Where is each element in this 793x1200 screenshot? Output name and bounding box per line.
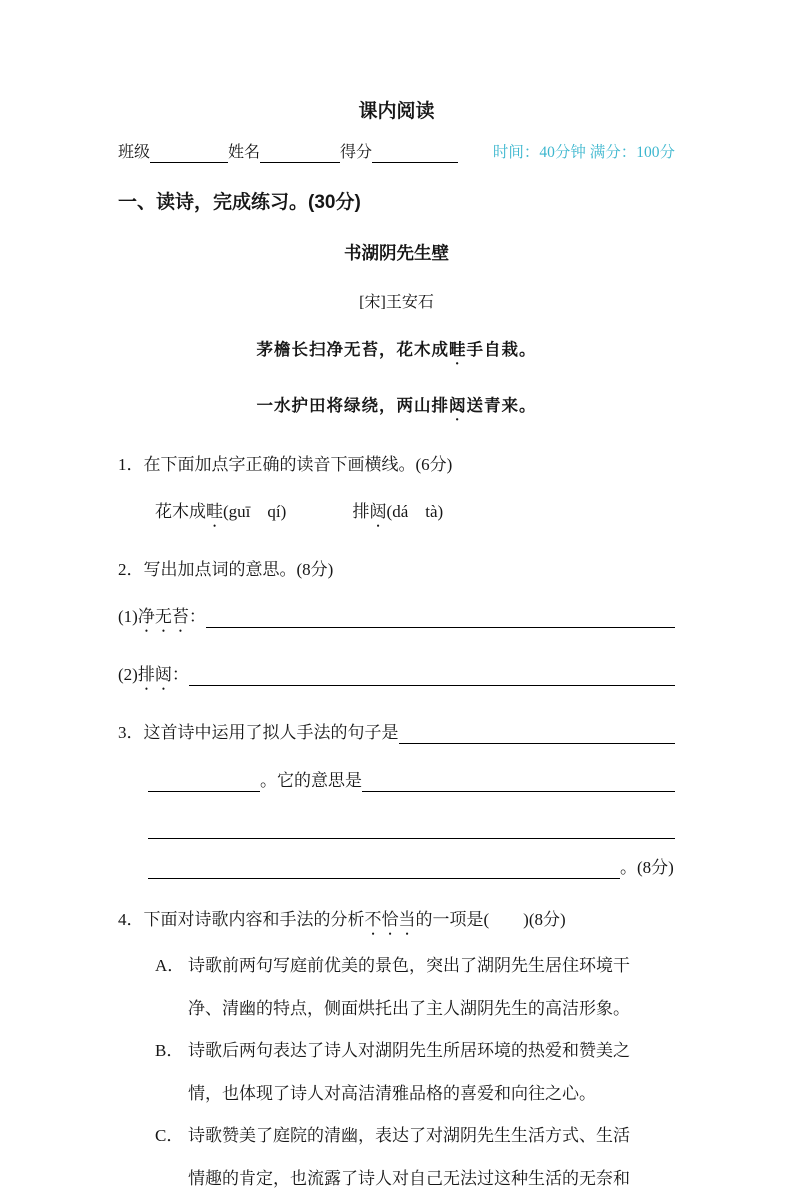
option-c [118,1115,675,1200]
q3-line4-score: 。(8分) [620,858,674,877]
page-title: 课内阅读 [358,101,435,122]
question-2-text: 2．写出加点词的意思。(8分) [118,560,334,579]
poem-line-2-pre: 一水护田将绿绕，两山排 [256,397,449,415]
q2-item1-num: (1) [118,607,138,626]
q2-item1-colon: ： [188,607,206,626]
option-a-label: A． [155,956,185,975]
poem-title: 书湖阴先生壁 [344,243,449,263]
question-2-item-1 [118,602,675,636]
option-b-text: 诗歌后两句表达了诗人对湖阴先生所居环境的热爱和赞美之情，也体现了诗人对高洁清雅品格的喜爱和向往之心。 [188,1041,630,1103]
header-info-row [118,139,675,163]
q2-item2-label [118,660,189,694]
class-blank-line [150,144,228,163]
q2-item1-dotted-word: 净无苔 [137,607,189,626]
question-1-item-2 [353,502,444,521]
q3-blank-4 [148,818,675,839]
question-1-text: 1．在下面加点字正确的读音下画横线。(6分) [118,455,453,474]
question-1-items [118,497,675,531]
q1-item1-pre: 花木成 [155,502,206,521]
score-blank-line [372,144,458,163]
question-3-line-2 [148,766,675,792]
option-c-text: 诗歌赞美了庭院的清幽，表达了对湖阴先生生活方式、生活情趣的肯定，也流露了诗人对自己无法过这种生活的无奈和 [188,1126,630,1188]
poem-line-2 [118,392,675,424]
poem-line-1-post: 手自栽。 [466,341,537,359]
poem-block [118,240,675,424]
q4-post: 的一项是( )(8分) [415,910,566,929]
time-score-info: 时间：40分钟 满分：100分 [492,144,675,161]
q3-blank-3 [362,771,675,792]
poem-author: [宋]王安石 [359,294,434,311]
q1-item1-dotted-char: 畦 [206,502,223,521]
q3-line2-text: 。它的意思是 [260,771,362,790]
q4-dotted-word: 不恰当 [364,910,416,929]
q2-item2-num: (2) [118,665,138,684]
q1-item1-pinyin: (guī qí) [223,502,287,521]
q3-blank-1 [399,723,676,744]
option-b [118,1030,675,1115]
q1-item2-pinyin: (dá tà) [386,502,444,521]
question-3-line-1 [118,718,675,744]
question-3-line-4 [148,853,675,879]
name-blank-line [260,144,340,163]
question-2-item-2 [118,660,675,694]
q4-pre: 4．下面对诗歌内容和手法的分析 [118,910,365,929]
question-3-line-3 [148,818,675,839]
score-label: 得分 [340,144,373,161]
q3-blank-5 [148,858,620,879]
q1-item2-dotted-char: 闼 [369,502,387,521]
q3-blank-2 [148,771,260,792]
q2-item2-dotted-word: 排闼 [137,665,172,684]
question-4-text [118,905,675,939]
name-label: 姓名 [228,144,261,161]
option-b-label: B． [155,1041,184,1060]
q3-line1-text: 3．这首诗中运用了拟人手法的句子是 [118,723,399,742]
option-c-label: C． [155,1126,184,1145]
q2-item1-blank-line [206,607,675,628]
question-4-options [118,945,675,1200]
q2-item2-colon: ： [171,665,189,684]
poem-line-2-dotted-char: 闼 [449,397,467,415]
option-a-text: 诗歌前两句写庭前优美的景色，突出了湖阴先生居住环境干净、清幽的特点，侧面烘托出了主人湖阴先生的高洁形象。 [188,956,630,1018]
poem-line-1 [118,336,675,368]
poem-line-1-dotted-char: 畦 [449,341,467,359]
question-1-item-1 [155,502,286,521]
q2-item2-blank-line [189,665,675,686]
class-label: 班级 [118,144,151,161]
q1-item2-pre: 排 [352,502,370,521]
q2-item1-label [118,602,206,636]
poem-line-1-pre: 茅檐长扫净无苔，花木成 [256,341,449,359]
poem-line-2-post: 送青来。 [466,397,537,415]
option-a [118,945,675,1030]
section-one-heading: 一、读诗，完成练习。(30分) [118,192,361,213]
